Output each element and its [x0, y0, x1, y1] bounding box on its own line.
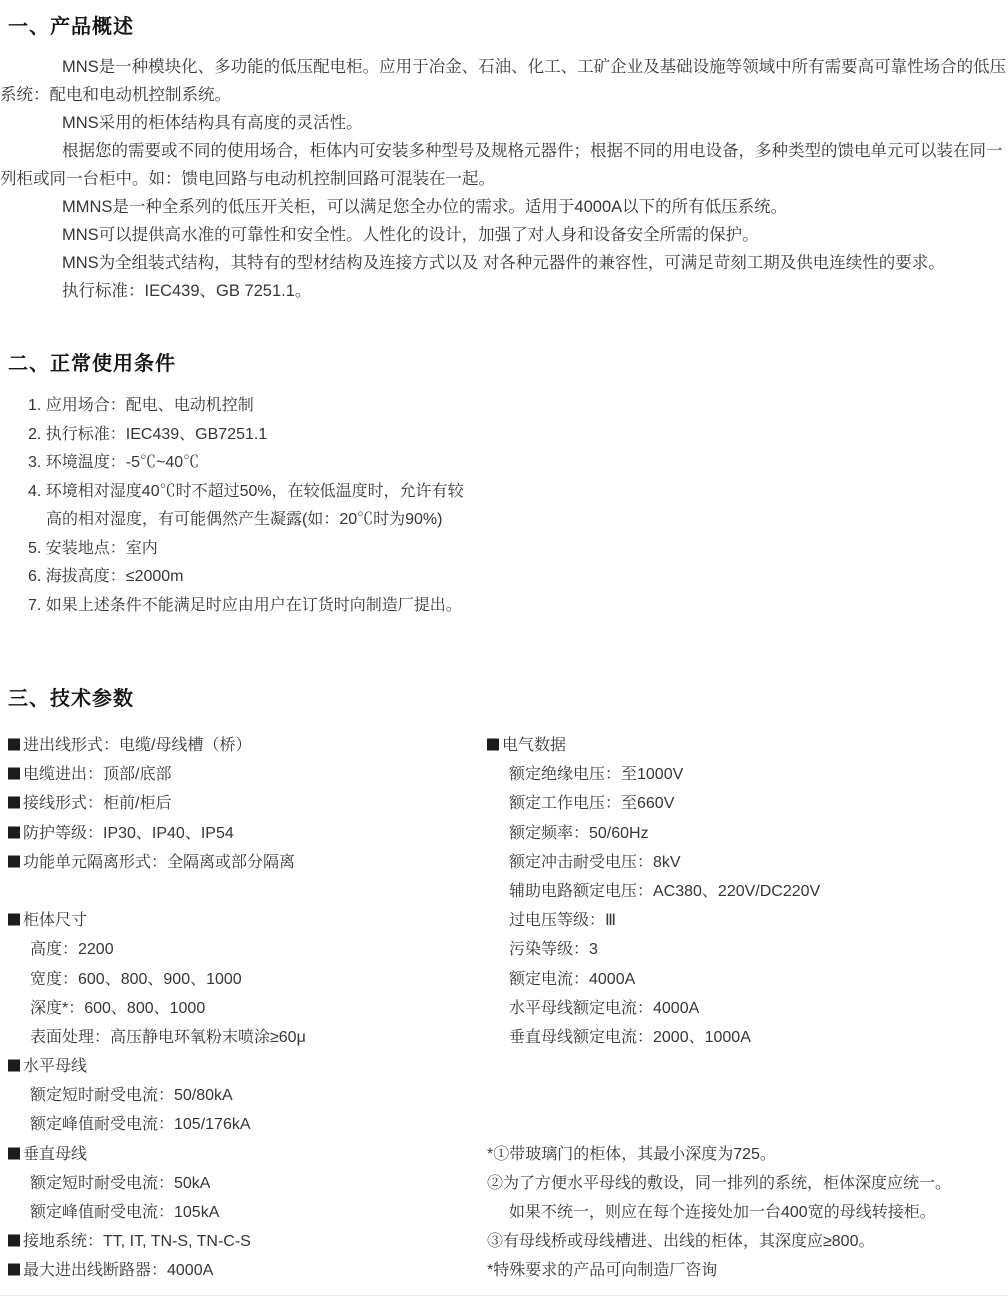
spec-text: 防护等级：IP30、IP40、IP54 — [23, 824, 234, 842]
spec-row — [8, 1169, 487, 1198]
spec-row — [487, 1023, 1008, 1052]
overview-paragraphs — [0, 53, 1008, 305]
list-item: 4. 环境相对湿度40℃时不超过50%，在较低温度时，允许有较 — [28, 482, 464, 500]
spec-text: 表面处理：高压静电环氧粉末喷涂≥60μ — [30, 1028, 306, 1046]
spec-text: 进出线形式：电缆/母线槽（桥） — [23, 737, 252, 754]
conditions-list — [0, 392, 1008, 620]
paragraph: 根据您的需要或不同的使用场合，柜体内可安装多种型号及规格元器件；根据不同的用电设备，多种类型的馈电单元可以装在同一列柜或同一台柜中。如：馈电回路与电动机控制回路可混装在一起。 — [0, 142, 1003, 188]
paragraph: MMNS是一种全系列的低压开关柜，可以满足您全办位的需求。适用于4000A以下的所有低压系统。 — [62, 198, 788, 216]
list-item: 1. 应用场合：配电、电动机控制 — [28, 397, 254, 414]
square-bullet-icon — [8, 1147, 20, 1159]
section-title-usage-conditions: 二、正常使用条件 — [8, 353, 176, 375]
spec-row — [487, 819, 1008, 848]
spec-row — [487, 994, 1008, 1023]
spec-row — [8, 906, 487, 935]
spec-text: 额定峰值耐受电流：105kA — [30, 1204, 220, 1221]
paragraph: MNS采用的柜体结构具有高度的灵活性。 — [62, 114, 363, 132]
paragraph: 执行标准：IEC439、GB 7251.1。 — [62, 282, 312, 300]
spec-text: 最大进出线断路器：4000A — [23, 1262, 214, 1280]
spec-row — [487, 731, 1008, 760]
spec-text: 电气数据 — [502, 737, 567, 754]
spec-row — [8, 1198, 487, 1227]
spec-row — [487, 965, 1008, 994]
spec-text: 污染等级：3 — [509, 941, 598, 959]
spec-text: 接线形式：柜前/柜后 — [23, 795, 172, 813]
spec-text: 功能单元隔离形式：全隔离或部分隔离 — [23, 853, 296, 871]
footnote: *特殊要求的产品可向制造厂咨询 — [487, 1262, 718, 1280]
spec-text: 额定绝缘电压：至1000V — [509, 766, 684, 784]
spec-text: 接地系统：TT, IT, TN-S, TN-C-S — [23, 1233, 251, 1251]
paragraph: MNS是一种模块化、多功能的低压配电柜。应用于冶金、石油、化工、工矿企业及基础设施等领域中所有需要高可靠性场合的低压系统：配电和电动机控制系统。 — [0, 58, 1007, 104]
footnote: ③有母线桥或母线槽进、出线的柜体，其深度应≥800。 — [487, 1233, 875, 1251]
spec-text: 水平母线额定电流：4000A — [509, 999, 700, 1017]
spec-text: 高度：2200 — [30, 941, 114, 959]
spec-row — [8, 994, 487, 1023]
section-title-product-overview: 一、产品概述 — [8, 16, 134, 38]
paragraph: MNS可以提供高水准的可靠性和安全性。人性化的设计，加强了对人身和设备安全所需的保护。 — [62, 226, 759, 244]
spec-row — [8, 1110, 487, 1139]
spec-text: 额定工作电压：至660V — [509, 795, 675, 813]
spec-text: 辅助电路额定电压：AC380、220V/DC220V — [509, 882, 821, 900]
spec-column-left — [0, 731, 487, 1286]
square-bullet-icon — [8, 768, 20, 780]
list-item: 7. 如果上述条件不能满足时应由用户在订货时向制造厂提出。 — [28, 596, 462, 614]
list-item: 3. 环境温度：-5℃~40℃ — [28, 454, 200, 471]
spec-row — [487, 848, 1008, 877]
spec-text: 额定峰值耐受电流：105/176kA — [30, 1116, 251, 1134]
square-bullet-icon — [8, 739, 20, 751]
section-title-technical-parameters: 三、技术参数 — [8, 688, 134, 710]
spec-row — [8, 789, 487, 818]
square-bullet-icon — [8, 797, 20, 809]
footnote-continuation: 如果不统一，则应在每个连接处加一台400宽的母线转接柜。 — [509, 1204, 936, 1222]
spec-text: 额定短时耐受电流：50/80kA — [30, 1087, 233, 1105]
spec-row — [8, 1081, 487, 1110]
spec-text: 深度*：600、800、1000 — [30, 999, 206, 1017]
square-bullet-icon — [8, 855, 20, 867]
spec-text: 柜体尺寸 — [23, 912, 88, 930]
paragraph: MNS为全组装式结构，其特有的型材结构及连接方式以及 对各种元器件的兼容性，可满足苛刻工期及供电连续性的要求。 — [62, 254, 945, 272]
square-bullet-icon — [8, 826, 20, 838]
spec-row — [487, 789, 1008, 818]
spec-text: 额定短时耐受电流：50kA — [30, 1174, 211, 1192]
spec-text: 额定频率：50/60Hz — [509, 824, 649, 842]
spec-row — [8, 965, 487, 994]
spec-column-right — [487, 731, 1008, 1286]
footnotes — [487, 1140, 1008, 1285]
square-bullet-icon — [8, 1264, 20, 1276]
square-bullet-icon — [8, 914, 20, 926]
spec-row — [8, 760, 487, 789]
spec-row — [487, 935, 1008, 964]
spec-row — [8, 1256, 487, 1285]
spec-text: 水平母线 — [23, 1058, 88, 1076]
list-item: 2. 执行标准：IEC439、GB7251.1 — [28, 425, 268, 443]
spec-row — [487, 760, 1008, 789]
footnote: ②为了方便水平母线的敷设，同一排列的系统，柜体深度应统一。 — [487, 1175, 952, 1193]
page-bottom-divider — [0, 1295, 1008, 1296]
spec-text: 电缆进出：顶部/底部 — [23, 766, 172, 784]
spec-text: 额定电流：4000A — [509, 970, 636, 988]
spec-row — [8, 935, 487, 964]
spec-row — [8, 848, 487, 877]
spec-text: 垂直母线额定电流：2000、1000A — [509, 1028, 751, 1046]
spec-row — [8, 1227, 487, 1256]
list-item: 5. 安装地点：室内 — [28, 539, 158, 557]
list-item-continuation: 高的相对湿度，有可能偶然产生凝露(如：20℃时为90%) — [46, 511, 443, 528]
spec-row — [487, 877, 1008, 906]
spec-row — [8, 1023, 487, 1052]
square-bullet-icon — [8, 1235, 20, 1247]
spec-text: 额定冲击耐受电压：8kV — [509, 853, 681, 871]
square-bullet-icon — [487, 739, 499, 751]
spec-row — [8, 1140, 487, 1169]
technical-parameters-columns — [0, 731, 1008, 1286]
square-bullet-icon — [8, 1060, 20, 1072]
spec-row — [487, 906, 1008, 935]
footnote: *①带玻璃门的柜体，其最小深度为725。 — [487, 1146, 776, 1164]
list-item: 6. 海拔高度：≤2000m — [28, 568, 184, 585]
spec-row — [8, 731, 487, 760]
spec-text: 宽度：600、800、900、1000 — [30, 970, 242, 988]
spacer-row — [8, 877, 487, 906]
spec-row — [8, 1052, 487, 1081]
spec-text: 过电压等级：Ⅲ — [509, 912, 617, 930]
spec-row — [8, 819, 487, 848]
spec-text: 垂直母线 — [23, 1145, 88, 1163]
